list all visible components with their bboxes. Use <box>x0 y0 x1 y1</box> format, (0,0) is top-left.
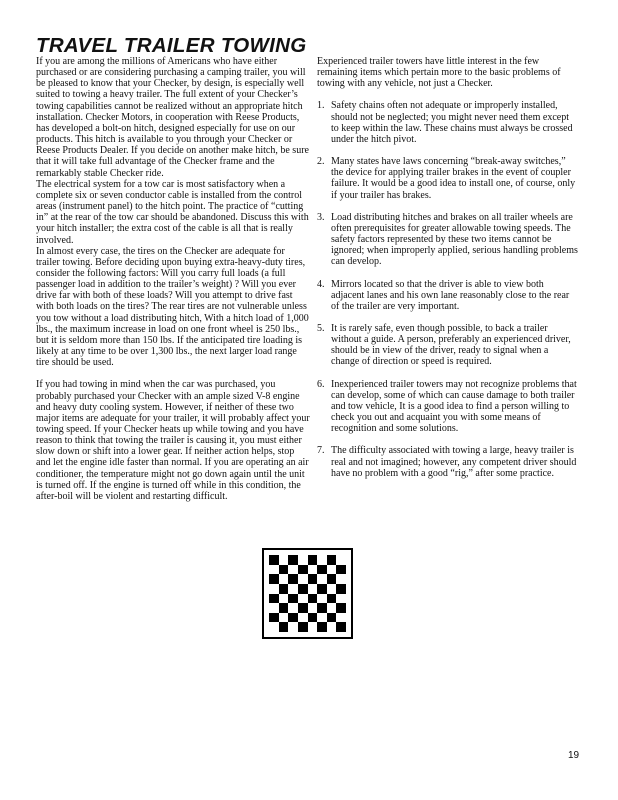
item-text: Load distributing hitches and brakes on all trailer wheels are often prerequisites for greater allowable towing speeds. The safety factors represented by these two items cannot be ignored; when improperly applied, serious handling problems can develop. <box>331 211 578 268</box>
checkerboard-grid <box>269 555 346 632</box>
checker-square-light <box>269 622 279 632</box>
item-number: 7. <box>317 445 325 457</box>
left-column <box>36 56 310 502</box>
list-item <box>317 156 579 201</box>
checker-square-light <box>308 565 318 575</box>
item-text: Many states have laws concerning “break-away switches,” the device for applying trailer brakes in the event of coupler failure. It would be a good idea to install one, of course, only if your trailer has brakes. <box>331 156 576 201</box>
checker-square-light <box>317 574 327 584</box>
checker-square-light <box>317 613 327 623</box>
item-text: It is rarely safe, even though possible, to back a trailer without a guide. A person, preferably an experienced driver, should be in view of the driver, ready to signal when a change of direction or speed is required. <box>331 322 571 368</box>
list-item <box>317 212 579 268</box>
checker-square-dark <box>308 555 318 565</box>
checker-square-dark <box>327 555 337 565</box>
checker-square-dark <box>279 584 289 594</box>
checker-square-dark <box>279 565 289 575</box>
checker-square-dark <box>269 555 279 565</box>
list-item <box>317 445 579 478</box>
checker-square-light <box>327 565 337 575</box>
checker-square-dark <box>317 622 327 632</box>
checker-square-light <box>308 584 318 594</box>
checker-square-light <box>298 594 308 604</box>
list-item <box>317 100 579 145</box>
checker-square-dark <box>288 574 298 584</box>
body-paragraph: If you are among the millions of Americans who have either purchased or are considering purchasing a camping trailer, you will be pleased to know that your Checker, by design, is especially well suited to towing a heavy trailer. The full extent of your Checker’s towing capabilities cannot be realized without an appropriate hitch installation. Checker Motors, in cooperation with Reese Products, has developed a bolt-on hitch, designed especially for use on our products. This hitch is available to you through your Checker or Reese Products Dealer. If you decide on another make hitch, be sure that it will take full advantage of the Checker frame and the remarkably stable Checker ride. <box>36 56 309 179</box>
checker-square-dark <box>269 574 279 584</box>
checker-square-dark <box>279 603 289 613</box>
item-text: Inexperienced trailer towers may not recognize problems that can develop, some of which can cause damage to both trailer and tow vehicle, It is a good idea to find a person willing to check you out and acquaint you with some means of recognition and some solutions. <box>331 378 577 435</box>
checker-square-light <box>336 613 346 623</box>
checker-square-light <box>279 613 289 623</box>
checker-square-dark <box>298 584 308 594</box>
checker-square-light <box>327 622 337 632</box>
item-number: 1. <box>317 100 325 112</box>
checker-square-light <box>327 603 337 613</box>
checker-square-light <box>336 574 346 584</box>
checker-square-dark <box>298 565 308 575</box>
checker-square-light <box>269 565 279 575</box>
checker-square-dark <box>269 613 279 623</box>
checker-square-dark <box>308 613 318 623</box>
checker-square-dark <box>336 622 346 632</box>
body-paragraph: The electrical system for a tow car is most satisfactory when a complete six or seven conductor cable is installed from the control areas (instrument panel) to the hitch point. The practice of “cutting in” at the rear of the tow car should be abandoned. Discuss this with your hitch installer; the extra cost of the cable is all that is really involved. <box>36 178 309 246</box>
checker-square-dark <box>298 603 308 613</box>
checker-square-dark <box>279 622 289 632</box>
item-text: Safety chains often not adequate or improperly installed, should not be neglected; you might never need them except to keep within the law. These chains must always be crossed under the hitch pivot. <box>331 100 573 145</box>
checker-square-light <box>317 594 327 604</box>
intro-paragraph: Experienced trailer towers have little interest in the few remaining items which pertain more to the basic problems of towing with any vehicle, not just a Checker. <box>317 56 561 90</box>
checker-square-light <box>279 555 289 565</box>
right-column <box>317 56 579 490</box>
list-item <box>317 379 579 435</box>
checker-square-light <box>269 603 279 613</box>
item-number: 5. <box>317 322 325 334</box>
page-title: TRAVEL TRAILER TOWING <box>36 34 307 57</box>
list-item <box>317 323 579 368</box>
checkerboard-logo <box>262 548 353 639</box>
checker-square-dark <box>269 594 279 604</box>
checker-square-dark <box>336 584 346 594</box>
checker-square-light <box>308 603 318 613</box>
list-item <box>317 279 579 312</box>
checker-square-light <box>327 584 337 594</box>
checker-square-light <box>288 622 298 632</box>
checker-square-dark <box>308 574 318 584</box>
checker-square-light <box>288 603 298 613</box>
checker-square-dark <box>288 613 298 623</box>
checker-square-dark <box>298 622 308 632</box>
checker-square-dark <box>327 574 337 584</box>
tips-list <box>317 100 579 478</box>
checker-square-light <box>298 574 308 584</box>
body-paragraph: If you had towing in mind when the car was purchased, you probably purchased your Checker with an ample sized V-8 engine and heavy duty cooling system. However, if neither of these two major items are adequate for your trailer, it will probably affect your towing speed. If your Checker heats up while towing and you have reason to think that towing the trailer is causing it, you must either slow down or shift into a lower gear. If neither action helps, stop and let the engine idle faster than normal. If you are operating an air conditioner, the temperature might not go down again until the unit is turned off. If the engine is turned off while in this condition, the after-boil will be violent and restarting difficult. <box>36 379 310 502</box>
checker-square-light <box>336 555 346 565</box>
checker-square-dark <box>288 594 298 604</box>
checker-square-dark <box>327 613 337 623</box>
checker-square-light <box>317 555 327 565</box>
checker-square-light <box>279 574 289 584</box>
checker-square-light <box>288 565 298 575</box>
checker-square-dark <box>317 565 327 575</box>
page-number: 19 <box>568 750 580 761</box>
checker-square-light <box>288 584 298 594</box>
checker-square-dark <box>308 594 318 604</box>
item-text: Mirrors located so that the driver is able to view both adjacent lanes and his own lane reasonably close to the rear of the trailer are very important. <box>331 278 570 312</box>
checker-square-dark <box>288 555 298 565</box>
checker-square-dark <box>317 584 327 594</box>
item-text: The difficulty associated with towing a large, heavy trailer is real and not imagined; however, any competent driver should have no problem with a good “rig,” after some practice. <box>331 445 577 479</box>
checker-square-light <box>298 613 308 623</box>
item-number: 2. <box>317 156 325 168</box>
checker-square-dark <box>327 594 337 604</box>
checker-square-dark <box>317 603 327 613</box>
checker-square-light <box>269 584 279 594</box>
checker-square-light <box>336 594 346 604</box>
item-number: 4. <box>317 278 325 290</box>
checker-square-light <box>308 622 318 632</box>
checker-square-dark <box>336 565 346 575</box>
item-number: 6. <box>317 378 325 390</box>
checker-square-light <box>298 555 308 565</box>
checker-square-dark <box>336 603 346 613</box>
checker-square-light <box>279 594 289 604</box>
body-paragraph: In almost every case, the tires on the Checker are adequate for trailer towing. Before deciding upon buying extra-heavy-duty tires, consider the following factors: Will you carry full loads (a full passenger load in addition to the trailer’s weight) ? Will you ever drive far with both of these loads? Will you attempt to drive fast with both loads on the tires? The rear tires are not vulnerable unless you tow without a load distributing hitch, With a hitch load of 1,000 lbs., the maximum increase in load on one front wheel is 250 lbs., but it is seldom more than 150 lbs. If the anticipated tire loading is likely at any time to be over 1,300 lbs., the next larger load range tire should be used. <box>36 245 309 369</box>
item-number: 3. <box>317 211 325 223</box>
